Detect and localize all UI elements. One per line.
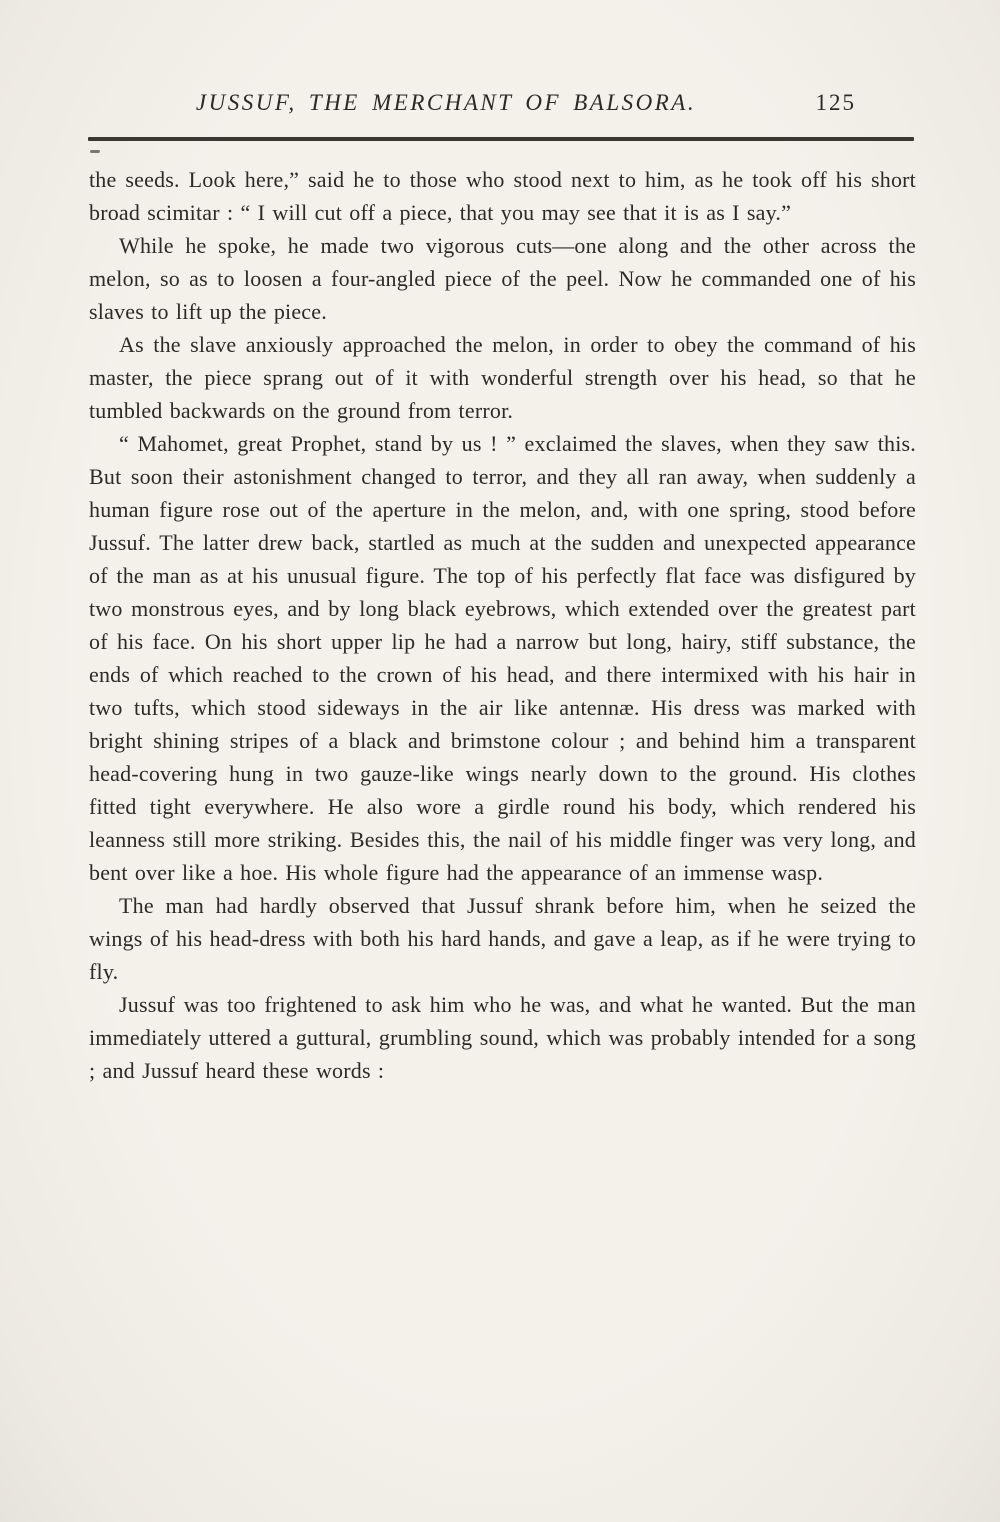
paragraph: The man had hardly observed that Jussuf shrank before him, when he seized the wings of his head-dress with both his hard hands, and gave a leap, as if he were trying to fly.: [89, 893, 916, 984]
paragraph: As the slave anxiously approached the melon, in order to obey the command of his master, the piece sprang out of it with wonderful strength over his head, so that he tumbled backwards on the ground from terror.: [89, 332, 916, 423]
paragraph: While he spoke, he made two vigorous cuts—one along and the other across the melon, so as to loosen a four-angled piece of the peel. Now he commanded one of his slaves to lift up the piece.: [89, 233, 916, 324]
paragraph: Jussuf was too frightened to ask him who he was, and what he wanted. But the man immediately uttered a guttural, grumbling sound, which was probably intended for a song ; and Jussuf heard these words :: [89, 992, 916, 1083]
page-number: 125: [815, 90, 856, 115]
running-title: JUSSUF, THE MERCHANT OF BALSORA.: [195, 90, 697, 115]
scan-artifact: [90, 150, 100, 153]
page-header: [88, 90, 914, 124]
paragraph: the seeds. Look here,” said he to those who stood next to him, as he took off his short broad scimitar : “ I will cut off a piece, that you may see that it is as I say.”: [89, 167, 916, 225]
paragraph: “ Mahomet, great Prophet, stand by us ! ” exclaimed the slaves, when they saw this. But soon their astonishment changed to terror, and they all ran away, when suddenly a human figure rose out of the aperture in the melon, and, with one spring, stood before Jussuf. The latter drew back, startled as much at the sudden and unexpected appearance of the man as at his unusual figure. The top of his perfectly flat face was disfigured by two monstrous eyes, and by long black eyebrows, which extended over the greatest part of his face. On his short upper lip he had a narrow but long, hairy, stiff substance, the ends of which reached to the crown of his head, and there intermixed with his hair in two tufts, which stood sideways in the air like antennæ. His dress was marked with bright shining stripes of a black and brimstone colour ; and behind him a transparent head-covering hung in two gauze-like wings nearly down to the ground. His clothes fitted tight everywhere. He also wore a girdle round his body, which rendered his leanness still more striking. Besides this, the nail of his middle finger was very long, and bent over like a hoe. His whole figure had the appearance of an immense wasp.: [89, 431, 916, 885]
header-rule: [88, 137, 914, 141]
text-body: [89, 163, 916, 1087]
